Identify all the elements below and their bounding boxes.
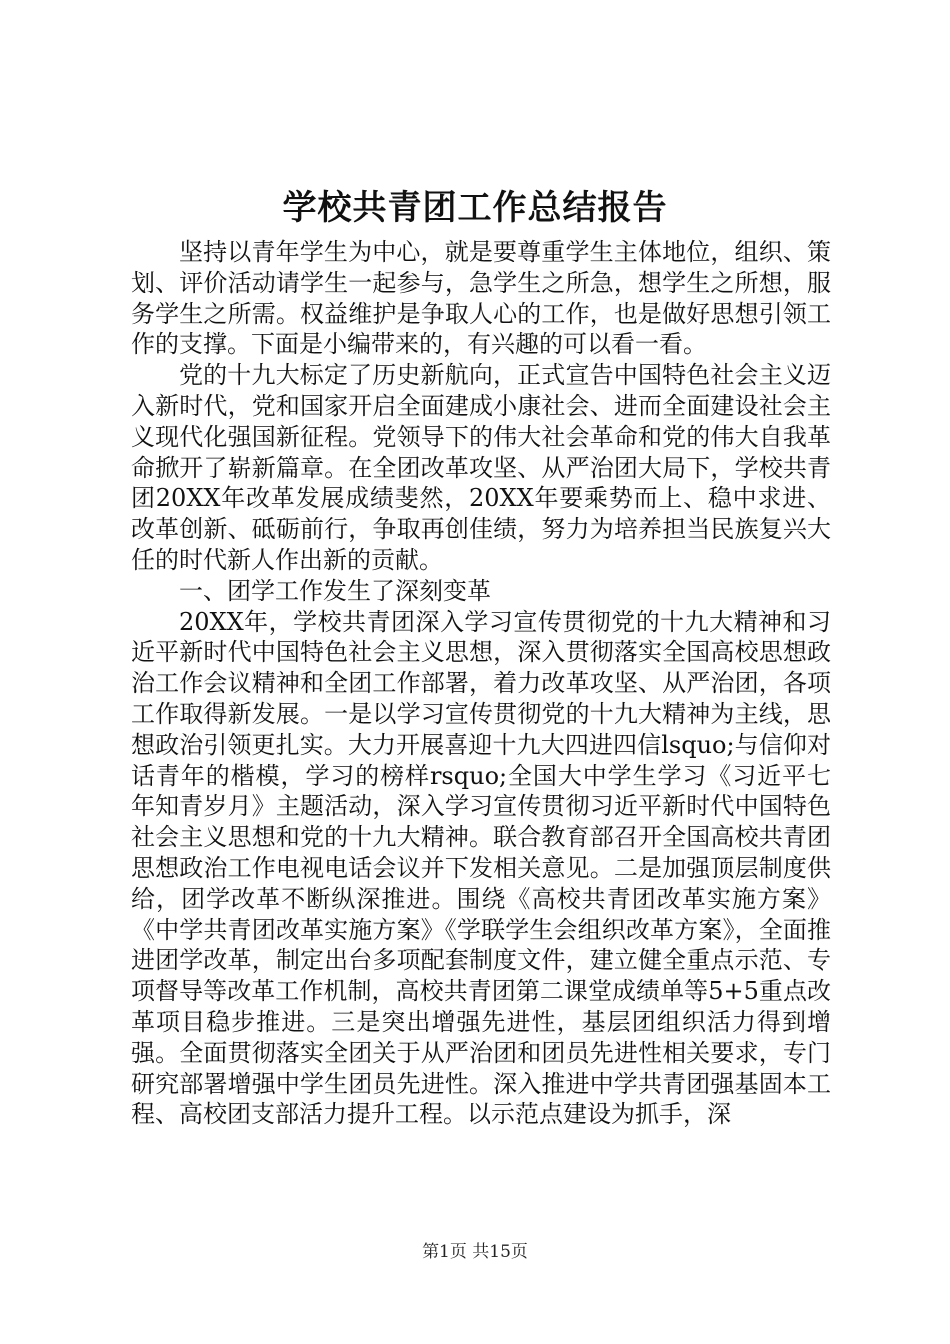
paragraph-section-one: 20XX年，学校共青团深入学习宣传贯彻党的十九大精神和习近平新时代中国特色社会主义思想，深入贯彻落实全国高校思想政治工作会议精神和全团工作部署，着力改革攻坚、从严治团，各项工作取得新发展。一是以学习宣传贯彻党的十九大精神为主线，思想政治引领更扎实。大力开展喜迎十九大四进四信lsquo;与信仰对话青年的楷模，学习的榜样rsquo;全国大中学生学习《习近平七年知青岁月》主题活动，深入学习宣传贯彻习近平新时代中国特色社会主义思想和党的十九大精神。联合教育部召开全国高校共青团思想政治工作电视电话会议并下发相关意见。二是加强顶层制度供给，团学改革不断纵深推进。围绕《高校共青团改革实施方案》《中学共青团改革实施方案》《学联学生会组织改革方案》，全面推进团学改革，制定出台多项配套制度文件，建立健全重点示范、专项督导等改革工作机制，高校共青团第二课堂成绩单等5+5重点改革项目稳步推进。三是突出增强先进性，基层团组织活力得到增强。全面贯彻落实全团关于从严治团和团员先进性相关要求，专门研究部署增强中学生团员先进性。深入推进中学共青团强基固本工程、高校团支部活力提升工程。以示范点建设为抓手，深 [131, 607, 831, 1129]
page-number-footer: 第1页 共15页 [422, 1242, 528, 1262]
section-heading: 一、团学工作发生了深刻变革 [179, 576, 491, 605]
document-title: 学校共青团工作总结报告 [282, 188, 668, 228]
paragraph-intro: 坚持以青年学生为中心，就是要尊重学生主体地位，组织、策划、评价活动请学生一起参与，急学生之所急，想学生之所想，服务学生之所需。权益维护是争取人心的工作，也是做好思想引领工作的支撑。下面是小编带来的，有兴趣的可以看一看。 [131, 238, 831, 359]
paragraph-background: 党的十九大标定了历史新航向，正式宣告中国特色社会主义迈入新时代，党和国家开启全面建成小康社会、进而全面建设社会主义现代化强国新征程。党领导下的伟大社会革命和党的伟大自我革命掀开了崭新篇章。在全团改革攻坚、从严治团大局下，学校共青团20XX年改革发展成绩斐然，20XX年要乘势而上、稳中求进、改革创新、砥砺前行，争取再创佳绩，努力为培养担当民族复兴大任的时代新人作出新的贡献。 [131, 361, 831, 574]
document-body [131, 237, 831, 1130]
